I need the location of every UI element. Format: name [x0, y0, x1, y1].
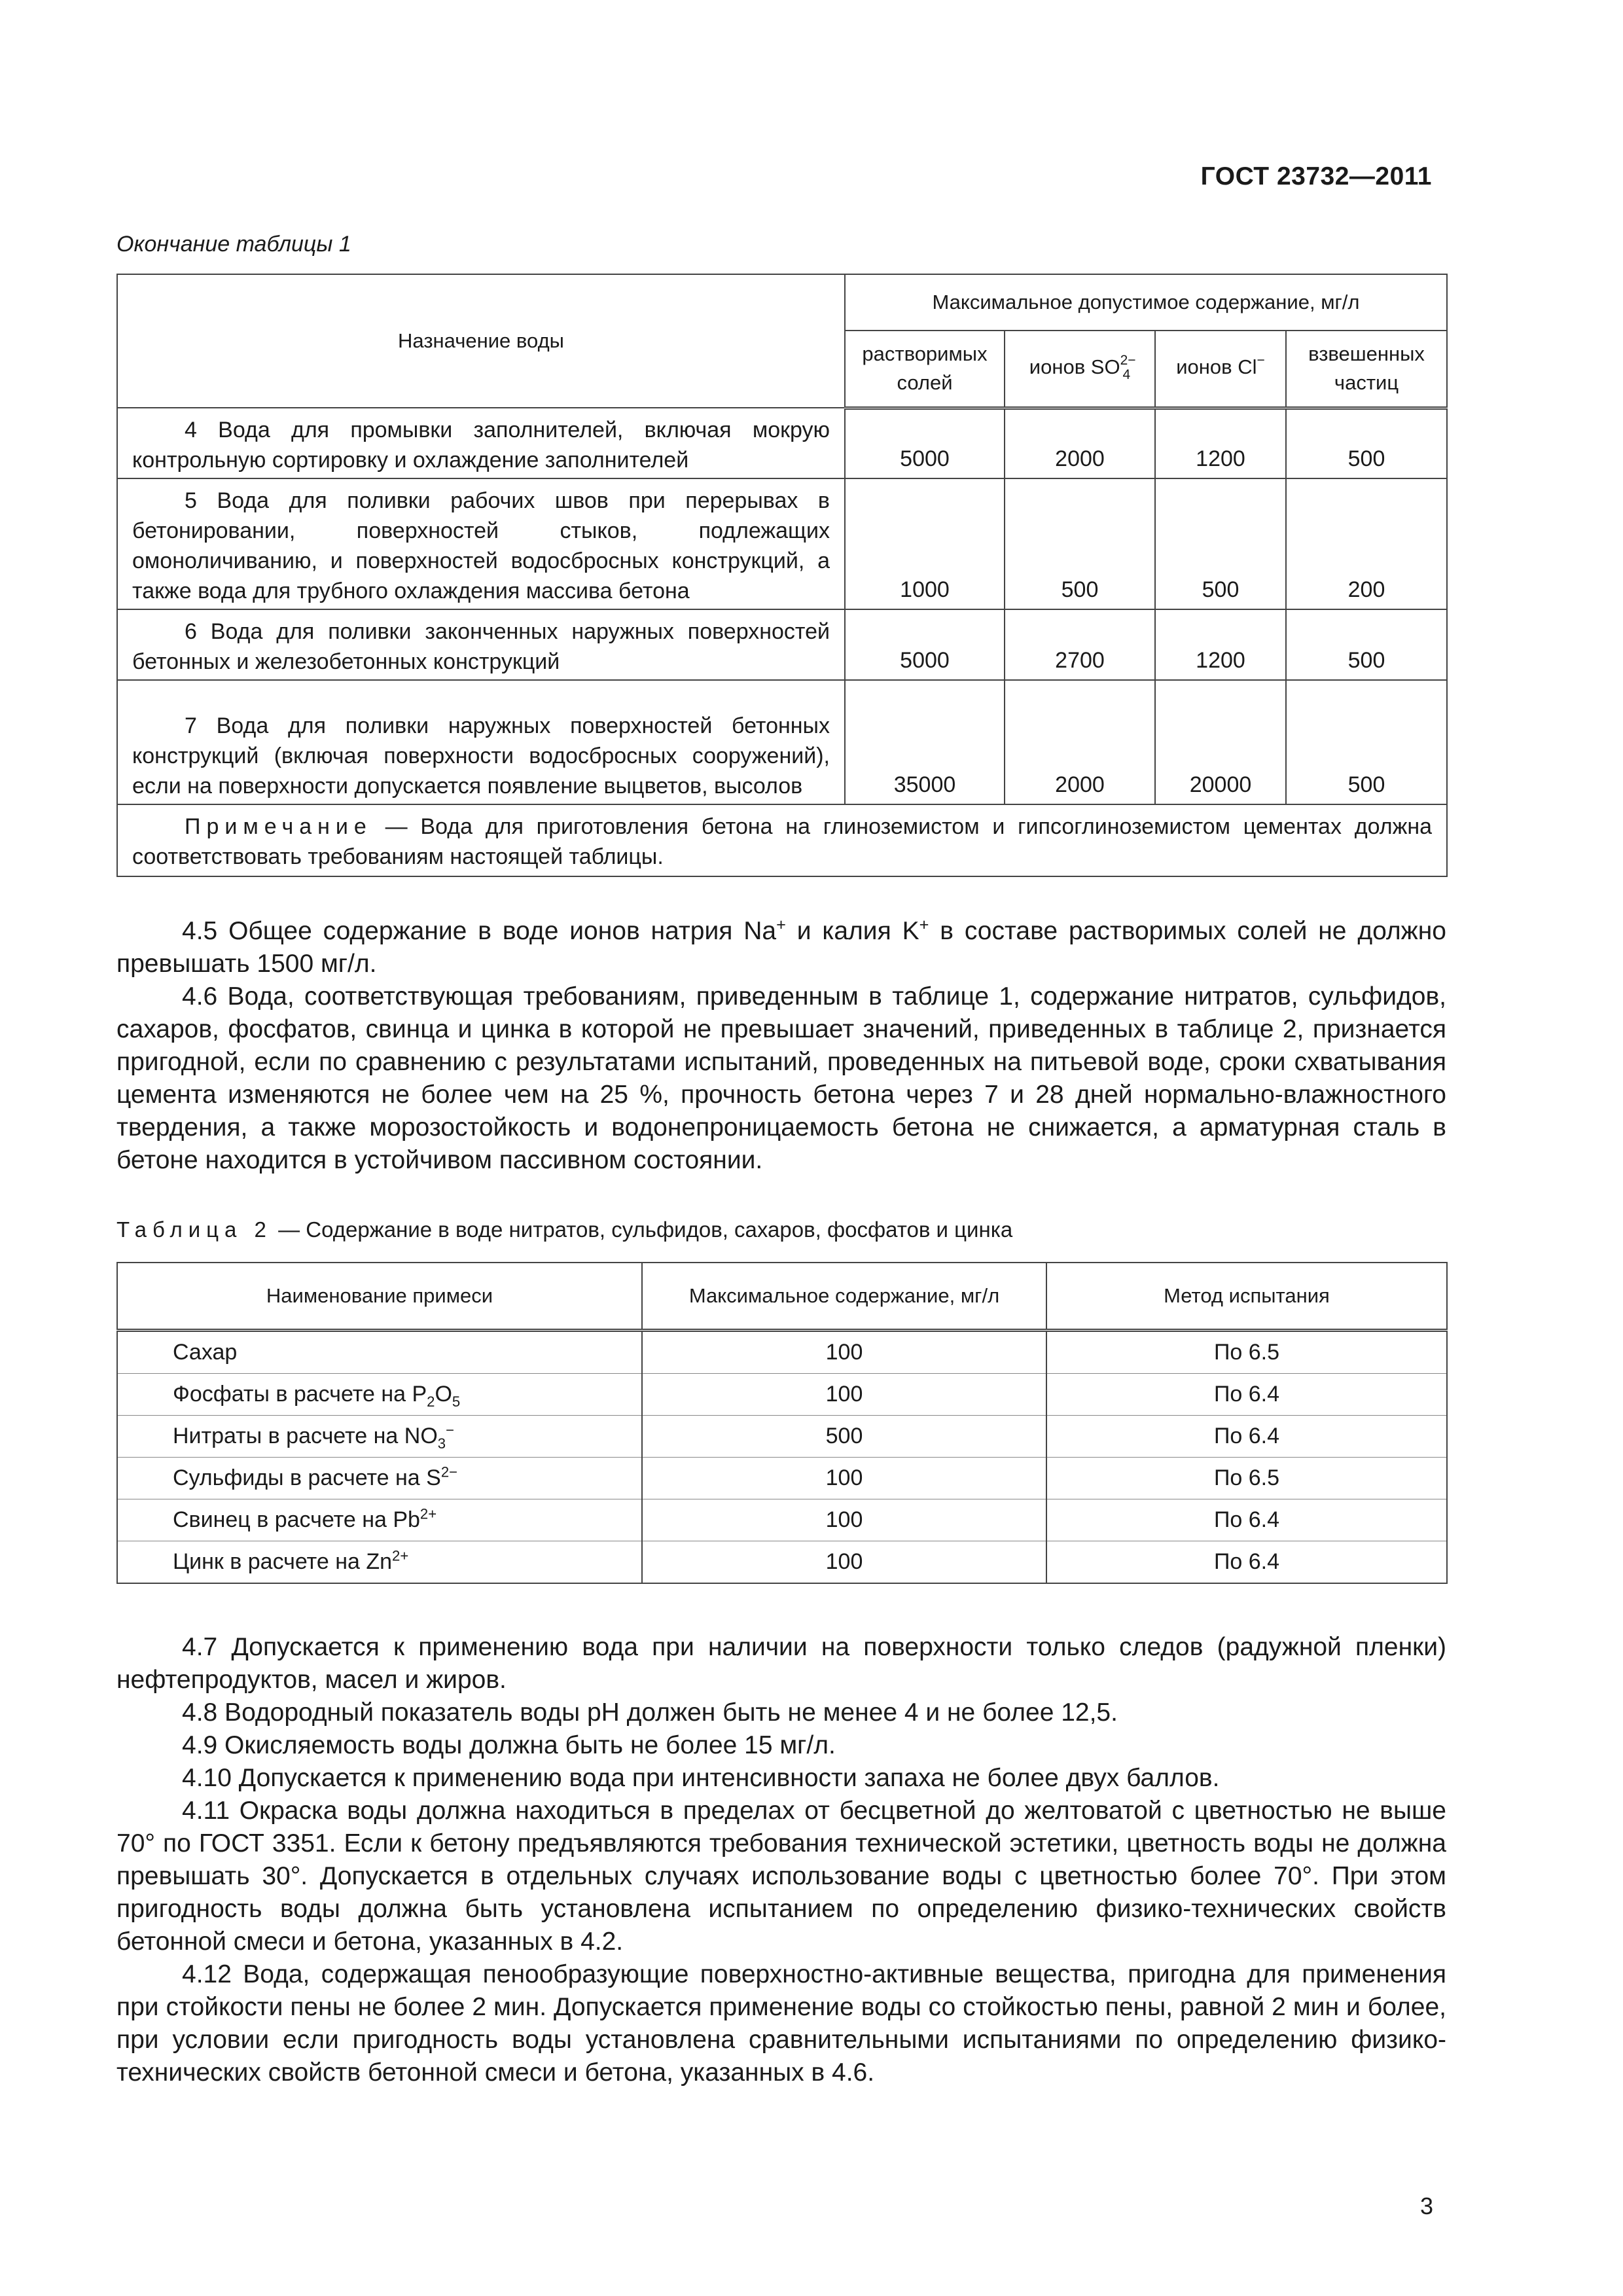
cell-method: По 6.5	[1046, 1331, 1447, 1374]
paragraph-4-7: 4.7 Допускается к применению вода при наличии на поверхности только следов (радужной пленки) нефтепродуктов, масел и жиров.	[116, 1633, 1446, 1694]
row-description: 6 Вода для поливки законченных наружных поверхностей бетонных и железобетонных конструкций	[132, 619, 830, 674]
table-2	[116, 1262, 1448, 1584]
cell-cl: 1200	[1155, 408, 1286, 478]
cell-max: 500	[642, 1416, 1046, 1458]
table-note	[117, 804, 1447, 876]
paragraph-4-10: 4.10 Допускается к применению вода при интенсивности запаха не более двух баллов.	[182, 1764, 1220, 1792]
col-purpose-header: Назначение воды	[117, 274, 845, 408]
paragraph-4-6: 4.6 Вода, соответствующая требованиям, приведенным в таблице 1, содержание нитратов, сульфидов, сахаров, фосфатов, свинца и цинка в которой не превышает значений, приведенных в таблице 2, признается пригодной, если по сравнению с результатами испытаний, проведенных на питьевой воде, сроки схватывания цемента изменяются не более чем на 25 %, прочность бетона через 7 и 28 дней нормально-влажностного твердения, а также морозостойкость и водонепроницаемость бетона не снижается, а арматурная сталь в бетоне находится в устойчивом пассивном состоянии.	[116, 982, 1446, 1174]
cell-max: 100	[642, 1374, 1046, 1416]
cell-cl: 20000	[1155, 680, 1286, 804]
paragraph-4-8: 4.8 Водородный показатель воды pH должен быть не менее 4 и не более 12,5.	[182, 1698, 1118, 1727]
cell-salts: 5000	[845, 408, 1005, 478]
col-susp-header: взвешенных частиц	[1286, 331, 1447, 408]
cell-so4: 2000	[1005, 680, 1155, 804]
cell-method: По 6.4	[1046, 1541, 1447, 1584]
cell-max: 100	[642, 1541, 1046, 1584]
row-description: 4 Вода для промывки заполнителей, включая мокрую контрольную сортировку и охлаждение заполнителей	[132, 418, 830, 473]
col-salts-header: растворимых солей	[845, 331, 1005, 408]
cell-salts: 35000	[845, 680, 1005, 804]
cell-salts: 5000	[845, 609, 1005, 680]
cell-method: По 6.4	[1046, 1416, 1447, 1458]
table-row	[117, 478, 1447, 609]
cell-salts: 1000	[845, 478, 1005, 609]
table-row	[117, 408, 1447, 478]
col-max-content-header: Максимальное содержание, мг/л	[642, 1263, 1046, 1331]
table-row	[117, 1499, 1447, 1541]
table-row	[117, 680, 1447, 804]
cell-max: 100	[642, 1499, 1046, 1541]
cell-impurity: Свинец в расчете на $Pb^{2+}$	[117, 1499, 642, 1541]
table-row	[117, 1541, 1447, 1584]
cell-susp: 500	[1286, 408, 1447, 478]
paragraph-4-12: 4.12 Вода, содержащая пенообразующие поверхностно-активные вещества, пригодна для применения при стойкости пены не более 2 мин. Допускается применение воды со стойкостью пены, равной 2 мин и более, при условии если пригодность воды установлена сравнительными испытаниями по определению физико-технических свойств бетонной смеси и бетона, указанных в 4.6.	[116, 1960, 1446, 2087]
table-row	[117, 1374, 1447, 1416]
col-so4-header: ионов $SO^{2-}_4$	[1005, 331, 1155, 408]
paragraph-4-5: 4.5 Общее содержание в воде ионов натрия Na+ и калия K+ в составе растворимых солей не должно превышать 1500 мг/л.	[116, 916, 1446, 978]
table-2-caption: Таблица 2 — Содержание в воде нитратов, сульфидов, сахаров, фосфатов и цинка	[116, 1217, 1013, 1242]
table-row	[117, 1458, 1447, 1499]
cell-impurity: Нитраты в расчете на $NO_3^-$	[117, 1416, 642, 1458]
cell-susp: 500	[1286, 680, 1447, 804]
cell-impurity: Фосфаты в расчете на $P_2O_5$	[117, 1374, 642, 1416]
row-description: 5 Вода для поливки рабочих швов при перерывах в бетонировании, поверхностей стыков, подлежащих омоноличиванию, и поверхностей водосбросных конструкций, а также вода для трубного охлаждения массива бетона	[132, 488, 830, 603]
cell-max: 100	[642, 1331, 1046, 1374]
cell-susp: 500	[1286, 609, 1447, 680]
cell-cl: 500	[1155, 478, 1286, 609]
col-max-header: Максимальное допустимое содержание, мг/л	[845, 274, 1447, 331]
table-row	[117, 609, 1447, 680]
document-code: ГОСТ 23732—2011	[1200, 162, 1432, 190]
cell-method: По 6.4	[1046, 1499, 1447, 1541]
table-continuation-label: Окончание таблицы 1	[116, 232, 351, 257]
cell-impurity: Цинк в расчете на $Zn^{2+}$	[117, 1541, 642, 1584]
note-text: — Вода для приготовления бетона на глиноземистом и гипсоглиноземистом цементах должна соответствовать требованиям настоящей таблицы.	[132, 814, 1433, 869]
table-row	[117, 1331, 1447, 1374]
cell-so4: 500	[1005, 478, 1155, 609]
paragraphs-4-5-4-6	[116, 915, 1446, 1177]
cell-so4: 2000	[1005, 408, 1155, 478]
paragraph-4-9: 4.9 Окисляемость воды должна быть не более 15 мг/л.	[182, 1731, 836, 1759]
cell-max: 100	[642, 1458, 1046, 1499]
paragraphs-4-7-4-12	[116, 1631, 1446, 2089]
cell-susp: 200	[1286, 478, 1447, 609]
page-number: 3	[1419, 2193, 1433, 2219]
table-1	[116, 274, 1448, 877]
cell-method: По 6.4	[1046, 1374, 1447, 1416]
col-method-header: Метод испытания	[1046, 1263, 1447, 1331]
cell-so4: 2700	[1005, 609, 1155, 680]
col-name-header: Наименование примеси	[117, 1263, 642, 1331]
row-description: 7 Вода для поливки наружных поверхностей бетонных конструкций (включая поверхности водосбросных сооружений), если на поверхности допускается появление выцветов, высолов	[132, 713, 830, 798]
paragraph-4-11: 4.11 Окраска воды должна находиться в пределах от бесцветной до желтоватой с цветностью не выше 70° по ГОСТ 3351. Если к бетону предъявляются требования технической эстетики, цветность воды не должна превышать 30°. Допускается в отдельных случаях использование воды с цветностью более 70°. При этом пригодность воды должна быть установлена испытанием по определению физико-технических свойств бетонной смеси и бетона, указанных в 4.2.	[116, 1797, 1446, 1956]
table-row	[117, 1416, 1447, 1458]
col-cl-header: ионов Cl−	[1155, 331, 1286, 408]
cell-impurity: Сахар	[117, 1331, 642, 1374]
cell-cl: 1200	[1155, 609, 1286, 680]
cell-method: По 6.5	[1046, 1458, 1447, 1499]
note-label: Примечание	[185, 814, 372, 839]
cell-impurity: Сульфиды в расчете на $S^{2-}$	[117, 1458, 642, 1499]
